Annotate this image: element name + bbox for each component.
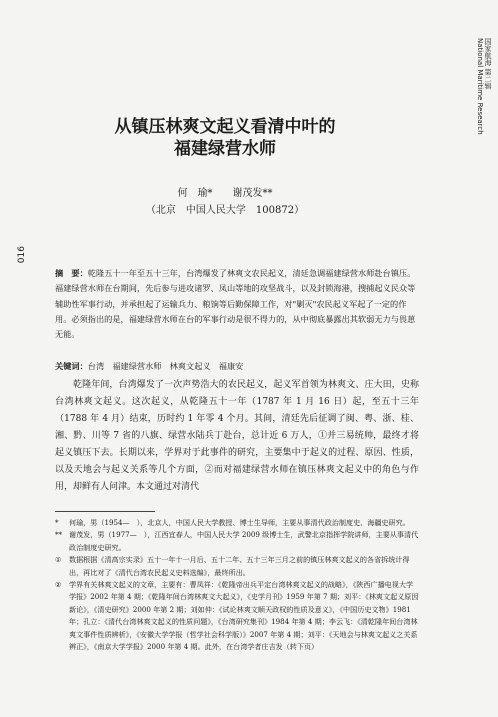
keywords (55, 361, 419, 372)
journal-cn-name: 国家航海 第二辑 (484, 38, 492, 90)
journal-side-label (466, 38, 492, 135)
footnote (55, 554, 419, 579)
article-title (60, 116, 390, 160)
abstract-label: 摘 要： (55, 268, 88, 278)
footnote (55, 579, 419, 653)
title-line-1: 从镇压林爽文起义看清中叶的 (114, 117, 336, 137)
footnote-mark: ② (55, 580, 62, 590)
body-paragraph: 乾隆年间，台湾爆发了一次声势浩大的农民起义，起义军首领为林爽文、庄大田，史称台湾林爽文起义。这次起义，从乾隆五十一年（1787 年 1 月 16 日）起，至五十三年（1788 年 4 月）结束，历时约 1 年零 4 个月。其间，清廷先后征调了闽、粤、浙、桂、湘、黔、川等 7 省的八旗、绿营水陆兵丁赴台，总计近 6 万人，①并三易统帅，最终才将起义镇压下去。长期以来，学界对于此事件的研究，主要集中于起义的过程、原因、性质，以及天地会与起义关系等几个方面，②而对福建绿营水师在镇压林爽文起义中的角色与作用，却鲜有人问津。本文通过对清代 (55, 380, 419, 492)
footnotes (55, 517, 419, 653)
body-text (55, 377, 419, 496)
abstract (55, 266, 419, 342)
footnote-mark: ** (55, 530, 63, 540)
footnote-mark: ① (55, 555, 62, 565)
affiliation: （北京 中国人民大学 100872） (145, 205, 305, 216)
page-number: 016 (17, 246, 27, 264)
journal-en-name: National Maritime Research (476, 38, 484, 135)
keywords-text: 台湾 福建绿营水师 林爽文起义 福康安 (87, 361, 244, 371)
authors: 何 瑜* 谢茂发** (177, 188, 273, 199)
footnote-divider (55, 511, 155, 512)
footnote-text: 数据根据《清高宗实录》五十一年十一月后、五十二年、五十三年三月之前的镇压林爽文起义的各省拆统计得出，再比对了《清代台湾农民起义史料选编》，最终所出。 (69, 555, 410, 577)
footnote-mark: * (55, 518, 59, 527)
abstract-text: 乾隆五十一年至五十三年，台湾爆发了林爽文农民起义，清廷急调福建绿营水师赴台镇压。福建绿营水师在台期间，先后参与进攻诸罗、凤山等地的攻坚战斗，以及封锁海港，搜捕起义民众等辅助性军事行动，并承担起了运输兵力、粮饷等后勤保障工作，对"剿灭"农民起义军起了一定的作用。必须指出的是，福建绿营水师在台的军事行动是很不得力的，从中彻底暴露出其软弱无力与畏葸无能。 (55, 268, 416, 340)
footnote-text: 谢茂发，男（1977— ），江西宜春人，中国人民大学 2009 级博士生，武警北京指挥学院讲师，主要从事清代政治制度史研究。 (69, 530, 419, 552)
footnote-text: 学界有关林爽文起义的文章，主要有：曹凤祥：《乾隆帝出兵平定台湾林爽文起义的战略》，《陕西广播电视大学学报》2002 年第 4 期；《乾隆年间台湾林爽文大起义》，《史学月刊》1959 年第 7 期；刘平：《林爽文起义原因新论》，《清史研究》2000 年第 2 期；刘如仲：《试论林爽文顺天政权的性质及意义》，《中国历史文物》1981 年；孔立：《清代台湾林爽文起义的性质问题》，《台湾研究集刊》1984 年第 4 期；李云飞：《清乾隆年间台湾林爽文事件性质辨析》，《安徽大学学报（哲学社会科学版）》2007 年第 4 期；刘平：《天地会与林爽文起义之关系辨正》，《南京大学学报》2000 年第 4 期。此外，在台湾学者庄吉发（转下页） (69, 580, 419, 652)
title-line-2: 福建绿营水师 (174, 139, 276, 159)
footnote (55, 517, 419, 529)
keywords-label: 关键词： (55, 361, 88, 371)
footnote-text: 何瑜，男（1954— ），北京人，中国人民大学教授、博士生导师，主要从事清代政治制度史、海疆史研究。 (69, 518, 410, 527)
footnote (55, 529, 419, 554)
